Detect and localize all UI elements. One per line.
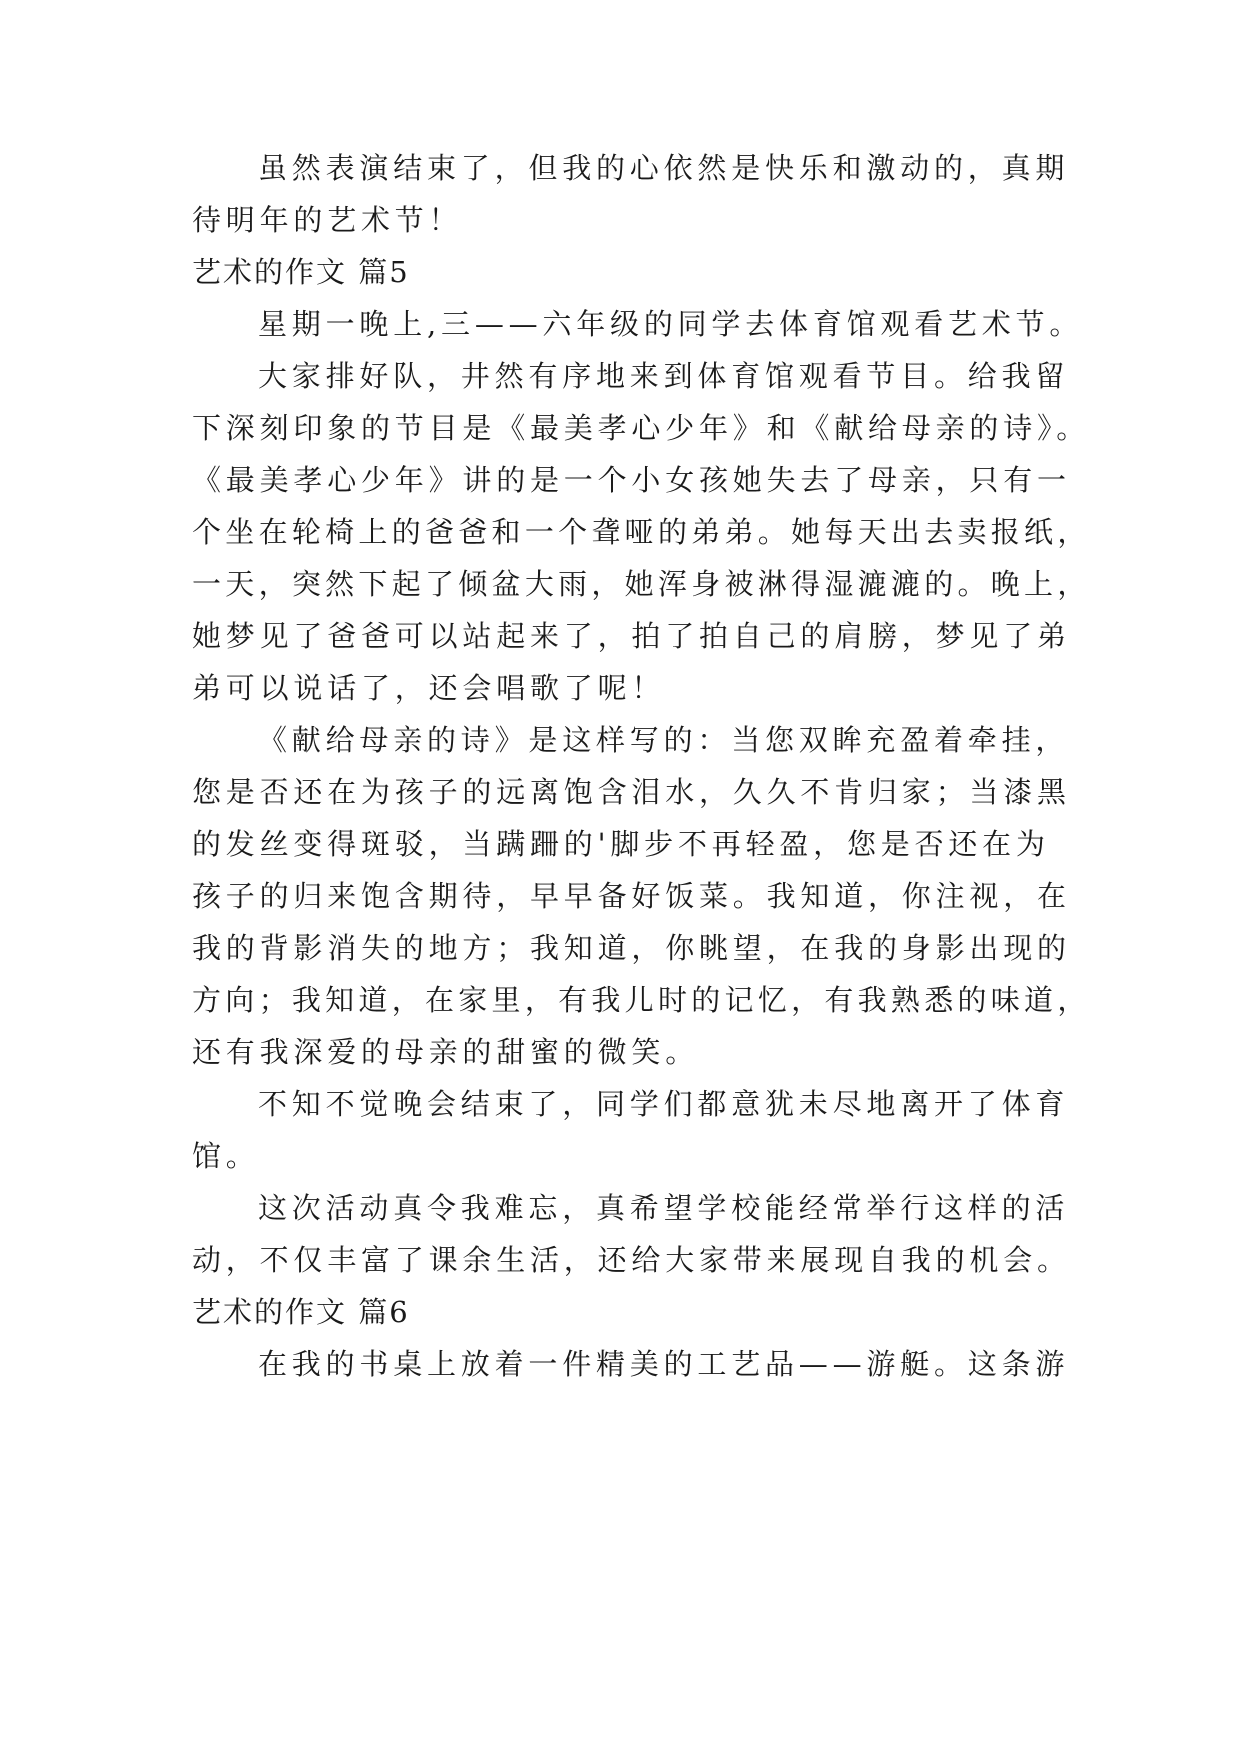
paragraph-line: 大家排好队，井然有序地来到体育馆观看节目。给我留 bbox=[258, 359, 1070, 393]
paragraph-line: 不知不觉晚会结束了，同学们都意犹未尽地离开了体育 bbox=[258, 1087, 1070, 1121]
paragraph-line: 《最美孝心少年》讲的是一个小女孩她失去了母亲，只有一 bbox=[192, 463, 1071, 497]
paragraph-line: 还有我深爱的母亲的甜蜜的微笑。 bbox=[192, 1035, 700, 1069]
paragraph-line: 孩子的归来饱含期待，早早备好饭菜。我知道，你注视，在 bbox=[192, 879, 1071, 913]
paragraph-line: 的发丝变得斑驳，当蹒跚的'脚步不再轻盈，您是否还在为 bbox=[192, 827, 1050, 861]
paragraph-line: 这次活动真令我难忘，真希望学校能经常举行这样的活 bbox=[258, 1191, 1070, 1225]
paragraph-line: 个坐在轮椅上的爸爸和一个聋哑的弟弟。她每天出去卖报纸， bbox=[192, 515, 1091, 549]
section-heading: 艺术的作文 篇5 bbox=[192, 255, 410, 289]
paragraph-line: 在我的书桌上放着一件精美的工艺品——游艇。这条游 bbox=[258, 1347, 1070, 1381]
paragraph-line: 星期一晚上,三——六年级的同学去体育馆观看艺术节。 bbox=[258, 307, 1084, 341]
paragraph-line: 她梦见了爸爸可以站起来了，拍了拍自己的肩膀，梦见了弟 bbox=[192, 619, 1071, 653]
paragraph-line: 弟可以说话了，还会唱歌了呢！ bbox=[192, 671, 666, 705]
paragraph-line: 馆。 bbox=[192, 1139, 260, 1173]
paragraph-line: 动，不仅丰富了课余生活，还给大家带来展现自我的机会。 bbox=[192, 1243, 1071, 1277]
paragraph-line: 《献给母亲的诗》是这样写的：当您双眸充盈着牵挂， bbox=[258, 723, 1070, 757]
paragraph-line: 下深刻印象的节目是《最美孝心少年》和《献给母亲的诗》。 bbox=[192, 411, 1091, 445]
paragraph-line: 待明年的艺术节！ bbox=[192, 203, 463, 237]
section-heading: 艺术的作文 篇6 bbox=[192, 1295, 410, 1329]
paragraph-line: 您是否还在为孩子的远离饱含泪水，久久不肯归家；当漆黑 bbox=[192, 775, 1071, 809]
paragraph-line: 我的背影消失的地方；我知道，你眺望，在我的身影出现的 bbox=[192, 931, 1071, 965]
paragraph-line: 一天，突然下起了倾盆大雨，她浑身被淋得湿漉漉的。晚上， bbox=[192, 567, 1091, 601]
paragraph-line: 方向；我知道，在家里，有我儿时的记忆，有我熟悉的味道， bbox=[192, 983, 1091, 1017]
paragraph-line: 虽然表演结束了，但我的心依然是快乐和激动的，真期 bbox=[258, 151, 1070, 185]
